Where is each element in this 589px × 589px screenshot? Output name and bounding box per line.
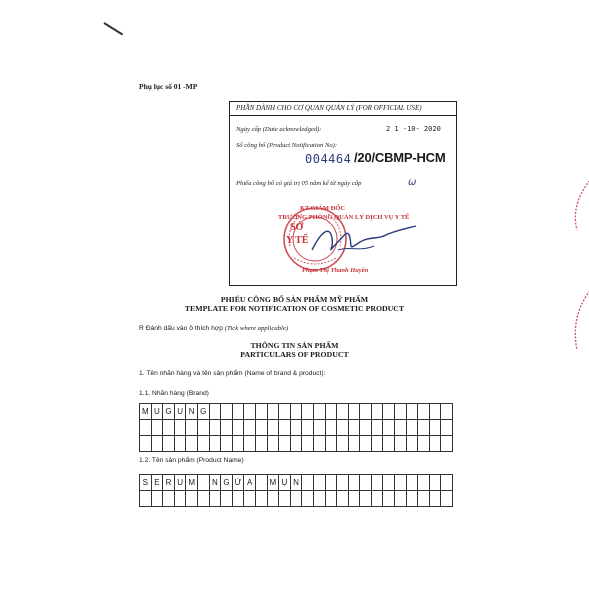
grid-cell (418, 404, 430, 419)
grid-cell (383, 436, 395, 451)
grid-cell (441, 404, 453, 419)
grid-cell (326, 475, 338, 490)
grid-cell (152, 420, 164, 435)
grid-cell (233, 436, 245, 451)
grid-cell: Ụ (279, 475, 291, 490)
item-1-label: 1. Tên nhãn hàng và tên sản phẩm (Name of brand & product): (139, 370, 326, 377)
side-seal-fragment (559, 160, 589, 360)
seal-text-2: Y TẾ (286, 235, 309, 246)
grid-cell: G (198, 404, 210, 419)
grid-cell (291, 420, 303, 435)
box-divider (230, 115, 456, 116)
grid-cell (430, 420, 442, 435)
date-value: 2 1 -10- 2020 (386, 125, 441, 133)
signer-title-2: TRƯỞNG PHÒNG QUẢN LÝ DỊCH VỤ Y TẾ (278, 214, 410, 221)
grid-cell (372, 436, 384, 451)
grid-cell (291, 436, 303, 451)
grid-cell (198, 420, 210, 435)
grid-cell (441, 491, 453, 506)
grid-cell (256, 491, 268, 506)
grid-cell (372, 420, 384, 435)
grid-cell (395, 436, 407, 451)
grid-cell (337, 491, 349, 506)
grid-cell (395, 404, 407, 419)
grid-cell (210, 491, 222, 506)
grid-cell (441, 420, 453, 435)
grid-cell (407, 475, 419, 490)
grid-cell: R (163, 475, 175, 490)
grid-cell (383, 420, 395, 435)
grid-cell (383, 491, 395, 506)
grid-cell (430, 436, 442, 451)
grid-cell (302, 436, 314, 451)
grid-cell (198, 436, 210, 451)
grid-cell (360, 420, 372, 435)
grid-cell (314, 475, 326, 490)
grid-cell (163, 436, 175, 451)
notification-number-label: Số công bố (Product Notification No): (236, 142, 338, 149)
grid-cell: N (210, 475, 222, 490)
brand-grid-row-empty (140, 420, 453, 436)
grid-cell (198, 491, 210, 506)
grid-cell (395, 491, 407, 506)
grid-cell (337, 475, 349, 490)
grid-cell (221, 491, 233, 506)
grid-cell (349, 436, 361, 451)
grid-cell: U (175, 475, 187, 490)
appendix-label: Phụ lục số 01 -MP (139, 82, 198, 91)
grid-cell: M (186, 475, 198, 490)
grid-cell (326, 436, 338, 451)
grid-cell: U (175, 404, 187, 419)
grid-cell: N (291, 475, 303, 490)
grid-cell (186, 436, 198, 451)
brand-grid-row (140, 404, 453, 420)
grid-cell: S (140, 475, 152, 490)
grid-cell: Ứ (233, 475, 245, 490)
grid-cell (418, 491, 430, 506)
grid-cell (314, 436, 326, 451)
grid-cell (279, 404, 291, 419)
grid-cell (407, 404, 419, 419)
grid-cell (186, 420, 198, 435)
grid-cell (372, 475, 384, 490)
notification-number-suffix: /20/CBMP-HCM (354, 150, 446, 165)
grid-cell (221, 436, 233, 451)
grid-cell (430, 475, 442, 490)
grid-cell (349, 404, 361, 419)
signer-title-1: KT.GIÁM ĐỐC (300, 205, 346, 212)
grid-cell (152, 436, 164, 451)
grid-cell (302, 491, 314, 506)
grid-cell (233, 420, 245, 435)
grid-cell (418, 475, 430, 490)
grid-cell (256, 404, 268, 419)
notification-number-value: 004464 (305, 152, 352, 166)
validity-label: Phiếu công bố có giá trị 05 năm kể từ ngày cấp (236, 180, 362, 187)
tick-note-vi: R Đánh dấu vào ô thích hợp (139, 325, 223, 332)
grid-cell (337, 404, 349, 419)
grid-cell (279, 436, 291, 451)
grid-cell (268, 491, 280, 506)
grid-cell (407, 420, 419, 435)
grid-cell (314, 404, 326, 419)
grid-cell (233, 404, 245, 419)
grid-cell (372, 404, 384, 419)
grid-cell (407, 491, 419, 506)
signer-name: Phạm Thị Thanh Huyền (302, 267, 369, 274)
grid-cell (175, 491, 187, 506)
grid-cell (256, 420, 268, 435)
grid-cell (360, 404, 372, 419)
grid-cell (244, 436, 256, 451)
product-grid-row-empty (140, 491, 453, 507)
grid-cell (140, 491, 152, 506)
grid-cell: A (244, 475, 256, 490)
grid-cell (407, 436, 419, 451)
grid-cell (302, 404, 314, 419)
section-title-vi: THÔNG TIN SẢN PHẨM (250, 341, 339, 350)
grid-cell (210, 436, 222, 451)
grid-cell (326, 491, 338, 506)
grid-cell (291, 491, 303, 506)
grid-cell (140, 420, 152, 435)
grid-cell (372, 491, 384, 506)
grid-cell (256, 436, 268, 451)
grid-cell (383, 404, 395, 419)
grid-cell (163, 420, 175, 435)
grid-cell (152, 491, 164, 506)
grid-cell (221, 404, 233, 419)
title-vietnamese: PHIẾU CÔNG BỐ SẢN PHẨM MỸ PHẨM (220, 295, 369, 304)
grid-cell: G (163, 404, 175, 419)
title-english: TEMPLATE FOR NOTIFICATION OF COSMETIC PRODUCT (184, 304, 405, 313)
grid-cell (337, 436, 349, 451)
grid-cell: M (140, 404, 152, 419)
grid-cell (441, 436, 453, 451)
item-1-2-label: 1.2. Tên sản phẩm (Product Name) (139, 457, 244, 464)
grid-cell (337, 420, 349, 435)
grid-cell (279, 491, 291, 506)
grid-cell (314, 420, 326, 435)
grid-cell (186, 491, 198, 506)
brand-grid-row-empty (140, 436, 453, 452)
tick-note (139, 325, 288, 332)
grid-cell (268, 404, 280, 419)
validity-handwritten-mark: ω (408, 177, 417, 188)
product-grid-row (140, 475, 453, 491)
grid-cell: G (221, 475, 233, 490)
grid-cell (326, 420, 338, 435)
pen-mark (103, 22, 123, 35)
grid-cell (163, 491, 175, 506)
grid-cell (418, 420, 430, 435)
date-label: Ngày cấp (Date acknowledged): (236, 126, 322, 133)
grid-cell: M (268, 475, 280, 490)
grid-cell (326, 404, 338, 419)
signature (308, 220, 418, 260)
brand-grid (139, 403, 453, 452)
grid-cell (256, 475, 268, 490)
grid-cell (430, 404, 442, 419)
grid-cell (349, 491, 361, 506)
grid-cell (441, 475, 453, 490)
grid-cell (395, 420, 407, 435)
official-use-box (229, 101, 457, 286)
grid-cell (244, 491, 256, 506)
grid-cell (244, 420, 256, 435)
seal-text-1: SỞ (290, 222, 304, 233)
grid-cell (395, 475, 407, 490)
grid-cell (349, 420, 361, 435)
grid-cell (430, 491, 442, 506)
grid-cell: E (152, 475, 164, 490)
grid-cell (210, 404, 222, 419)
item-1-1-label: 1.1. Nhãn hàng (Brand) (139, 390, 209, 397)
grid-cell (244, 404, 256, 419)
grid-cell (268, 436, 280, 451)
grid-cell: N (186, 404, 198, 419)
grid-cell (175, 436, 187, 451)
grid-cell (302, 475, 314, 490)
grid-cell (349, 475, 361, 490)
grid-cell (302, 420, 314, 435)
grid-cell (233, 491, 245, 506)
tick-note-en: (Tick where applicable) (224, 325, 289, 332)
grid-cell (360, 491, 372, 506)
product-grid (139, 474, 453, 507)
grid-cell (140, 436, 152, 451)
grid-cell (221, 420, 233, 435)
grid-cell (279, 420, 291, 435)
section-title-en: PARTICULARS OF PRODUCT (240, 350, 349, 359)
grid-cell (198, 475, 210, 490)
grid-cell (418, 436, 430, 451)
grid-cell (360, 436, 372, 451)
grid-cell: U (152, 404, 164, 419)
grid-cell (314, 491, 326, 506)
grid-cell (268, 420, 280, 435)
official-use-header: PHẦN DÀNH CHO CƠ QUAN QUẢN LÝ (FOR OFFICIAL USE) (236, 104, 422, 112)
grid-cell (175, 420, 187, 435)
grid-cell (360, 475, 372, 490)
grid-cell (291, 404, 303, 419)
grid-cell (383, 475, 395, 490)
grid-cell (210, 420, 222, 435)
